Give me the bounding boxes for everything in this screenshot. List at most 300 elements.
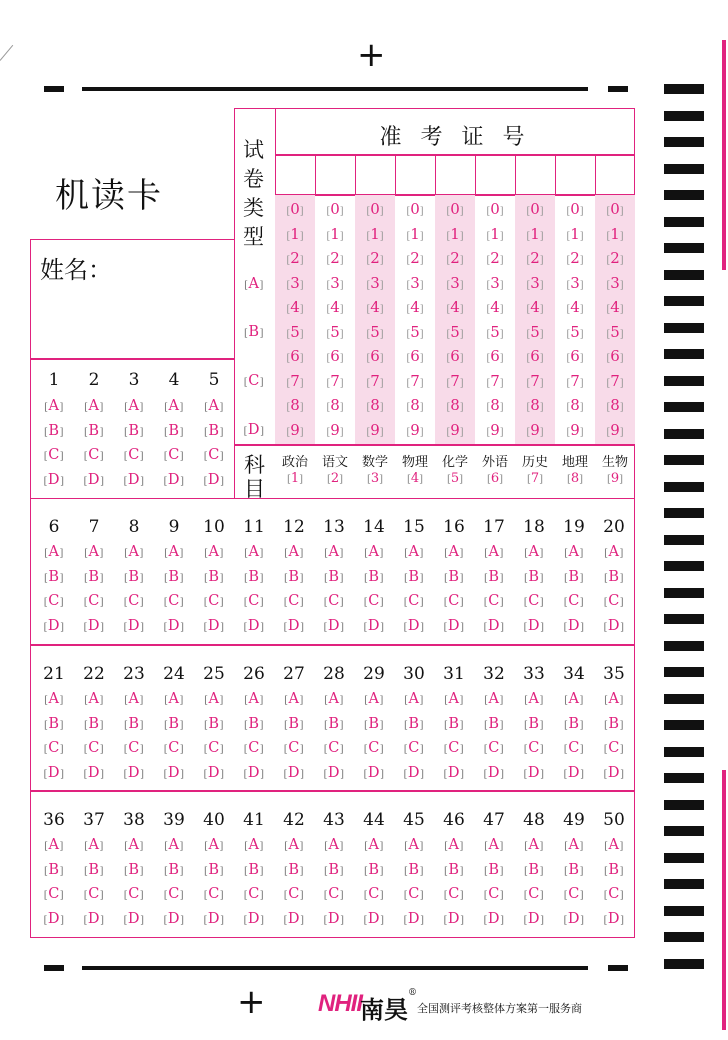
choice-bubble[interactable]	[394, 837, 434, 853]
ticket-digit-bubble[interactable]	[555, 225, 595, 243]
choice-bubble[interactable]	[194, 911, 234, 927]
ticket-digit-bubble[interactable]	[475, 200, 515, 218]
choice-bubble[interactable]	[234, 862, 274, 878]
choice-bubble[interactable]	[514, 544, 554, 560]
choice-bubble[interactable]	[514, 691, 554, 707]
choice-bubble[interactable]	[74, 886, 114, 902]
choice-bubble[interactable]	[114, 447, 154, 463]
choice-bubble[interactable]	[74, 544, 114, 560]
choice-bubble[interactable]	[154, 716, 194, 732]
choice-bubble[interactable]	[434, 911, 474, 927]
choice-bubble[interactable]	[74, 593, 114, 609]
choice-bubble[interactable]	[274, 544, 314, 560]
ticket-digit-bubble[interactable]	[515, 323, 555, 341]
ticket-digit-bubble[interactable]	[315, 347, 355, 365]
subject-code-bubble[interactable]	[275, 471, 315, 486]
ticket-digit-bubble[interactable]	[435, 298, 475, 316]
choice-bubble[interactable]	[194, 398, 234, 414]
choice-bubble[interactable]	[154, 569, 194, 585]
choice-bubble[interactable]	[314, 740, 354, 756]
choice-bubble[interactable]	[354, 691, 394, 707]
choice-bubble[interactable]	[554, 716, 594, 732]
choice-bubble[interactable]	[354, 765, 394, 781]
ticket-digit-bubble[interactable]	[315, 298, 355, 316]
choice-bubble[interactable]	[514, 716, 554, 732]
choice-bubble[interactable]	[314, 544, 354, 560]
ticket-digit-bubble[interactable]	[475, 225, 515, 243]
choice-bubble[interactable]	[514, 911, 554, 927]
choice-bubble[interactable]	[194, 765, 234, 781]
ticket-digit-bubble[interactable]	[555, 372, 595, 390]
choice-bubble[interactable]	[194, 716, 234, 732]
choice-bubble[interactable]	[394, 544, 434, 560]
ticket-digit-bubble[interactable]	[395, 249, 435, 267]
ticket-digit-bubble[interactable]	[515, 274, 555, 292]
ticket-digit-bubble[interactable]	[595, 249, 635, 267]
exam-type-option[interactable]	[234, 276, 274, 292]
ticket-digit-bubble[interactable]	[275, 323, 315, 341]
choice-bubble[interactable]	[114, 472, 154, 488]
choice-bubble[interactable]	[154, 862, 194, 878]
ticket-digit-bubble[interactable]	[435, 421, 475, 439]
ticket-digit-bubble[interactable]	[595, 225, 635, 243]
ticket-digit-bubble[interactable]	[395, 323, 435, 341]
choice-bubble[interactable]	[314, 886, 354, 902]
ticket-digit-bubble[interactable]	[355, 274, 395, 292]
choice-bubble[interactable]	[594, 911, 634, 927]
choice-bubble[interactable]	[34, 765, 74, 781]
ticket-digit-bubble[interactable]	[555, 200, 595, 218]
choice-bubble[interactable]	[34, 398, 74, 414]
ticket-digit-bubble[interactable]	[515, 421, 555, 439]
choice-bubble[interactable]	[74, 911, 114, 927]
subject-code-bubble[interactable]	[515, 471, 555, 486]
choice-bubble[interactable]	[114, 544, 154, 560]
choice-bubble[interactable]	[274, 862, 314, 878]
choice-bubble[interactable]	[354, 862, 394, 878]
choice-bubble[interactable]	[594, 593, 634, 609]
ticket-digit-bubble[interactable]	[395, 225, 435, 243]
ticket-digit-bubble[interactable]	[515, 225, 555, 243]
choice-bubble[interactable]	[474, 837, 514, 853]
choice-bubble[interactable]	[34, 569, 74, 585]
choice-bubble[interactable]	[434, 593, 474, 609]
choice-bubble[interactable]	[234, 911, 274, 927]
ticket-digit-bubble[interactable]	[515, 249, 555, 267]
choice-bubble[interactable]	[314, 862, 354, 878]
choice-bubble[interactable]	[594, 862, 634, 878]
ticket-digit-bubble[interactable]	[555, 396, 595, 414]
choice-bubble[interactable]	[434, 862, 474, 878]
choice-bubble[interactable]	[554, 886, 594, 902]
choice-bubble[interactable]	[314, 765, 354, 781]
choice-bubble[interactable]	[474, 593, 514, 609]
choice-bubble[interactable]	[274, 911, 314, 927]
ticket-digit-bubble[interactable]	[595, 347, 635, 365]
choice-bubble[interactable]	[554, 862, 594, 878]
choice-bubble[interactable]	[434, 569, 474, 585]
choice-bubble[interactable]	[394, 886, 434, 902]
choice-bubble[interactable]	[154, 886, 194, 902]
choice-bubble[interactable]	[114, 398, 154, 414]
choice-bubble[interactable]	[34, 837, 74, 853]
choice-bubble[interactable]	[594, 691, 634, 707]
choice-bubble[interactable]	[514, 862, 554, 878]
choice-bubble[interactable]	[114, 862, 154, 878]
choice-bubble[interactable]	[474, 862, 514, 878]
ticket-digit-bubble[interactable]	[515, 396, 555, 414]
ticket-digit-bubble[interactable]	[395, 347, 435, 365]
choice-bubble[interactable]	[354, 837, 394, 853]
choice-bubble[interactable]	[554, 837, 594, 853]
ticket-digit-bubble[interactable]	[275, 372, 315, 390]
choice-bubble[interactable]	[194, 691, 234, 707]
ticket-digit-bubble[interactable]	[515, 347, 555, 365]
choice-bubble[interactable]	[514, 618, 554, 634]
ticket-digit-bubble[interactable]	[435, 225, 475, 243]
choice-bubble[interactable]	[114, 886, 154, 902]
subject-code-bubble[interactable]	[555, 471, 595, 486]
ticket-digit-bubble[interactable]	[435, 347, 475, 365]
choice-bubble[interactable]	[314, 837, 354, 853]
choice-bubble[interactable]	[274, 593, 314, 609]
choice-bubble[interactable]	[354, 618, 394, 634]
ticket-digit-bubble[interactable]	[555, 347, 595, 365]
choice-bubble[interactable]	[354, 593, 394, 609]
ticket-digit-bubble[interactable]	[395, 200, 435, 218]
choice-bubble[interactable]	[594, 618, 634, 634]
ticket-digit-bubble[interactable]	[475, 421, 515, 439]
choice-bubble[interactable]	[234, 569, 274, 585]
choice-bubble[interactable]	[514, 593, 554, 609]
choice-bubble[interactable]	[394, 862, 434, 878]
choice-bubble[interactable]	[34, 472, 74, 488]
choice-bubble[interactable]	[154, 837, 194, 853]
choice-bubble[interactable]	[434, 837, 474, 853]
choice-bubble[interactable]	[194, 447, 234, 463]
ticket-digit-bubble[interactable]	[275, 298, 315, 316]
choice-bubble[interactable]	[434, 886, 474, 902]
exam-type-option[interactable]	[234, 373, 274, 389]
ticket-digit-bubble[interactable]	[275, 421, 315, 439]
choice-bubble[interactable]	[114, 740, 154, 756]
ticket-digit-bubble[interactable]	[275, 200, 315, 218]
choice-bubble[interactable]	[314, 593, 354, 609]
choice-bubble[interactable]	[474, 765, 514, 781]
ticket-digit-bubble[interactable]	[435, 274, 475, 292]
choice-bubble[interactable]	[394, 911, 434, 927]
ticket-digit-bubble[interactable]	[515, 372, 555, 390]
subject-code-bubble[interactable]	[355, 471, 395, 486]
ticket-digit-bubble[interactable]	[355, 200, 395, 218]
choice-bubble[interactable]	[474, 716, 514, 732]
ticket-digit-bubble[interactable]	[515, 200, 555, 218]
choice-bubble[interactable]	[234, 618, 274, 634]
choice-bubble[interactable]	[154, 691, 194, 707]
choice-bubble[interactable]	[594, 716, 634, 732]
choice-bubble[interactable]	[274, 569, 314, 585]
choice-bubble[interactable]	[34, 618, 74, 634]
choice-bubble[interactable]	[34, 593, 74, 609]
ticket-digit-bubble[interactable]	[395, 298, 435, 316]
ticket-digit-bubble[interactable]	[515, 298, 555, 316]
choice-bubble[interactable]	[154, 447, 194, 463]
choice-bubble[interactable]	[394, 569, 434, 585]
choice-bubble[interactable]	[554, 691, 594, 707]
choice-bubble[interactable]	[194, 862, 234, 878]
choice-bubble[interactable]	[514, 837, 554, 853]
ticket-digit-bubble[interactable]	[355, 347, 395, 365]
choice-bubble[interactable]	[354, 569, 394, 585]
ticket-digit-bubble[interactable]	[315, 249, 355, 267]
choice-bubble[interactable]	[554, 618, 594, 634]
ticket-digit-bubble[interactable]	[475, 323, 515, 341]
choice-bubble[interactable]	[434, 765, 474, 781]
choice-bubble[interactable]	[34, 886, 74, 902]
choice-bubble[interactable]	[314, 691, 354, 707]
choice-bubble[interactable]	[34, 447, 74, 463]
ticket-digit-bubble[interactable]	[595, 298, 635, 316]
choice-bubble[interactable]	[474, 740, 514, 756]
choice-bubble[interactable]	[594, 740, 634, 756]
choice-bubble[interactable]	[234, 544, 274, 560]
choice-bubble[interactable]	[34, 423, 74, 439]
choice-bubble[interactable]	[354, 544, 394, 560]
choice-bubble[interactable]	[154, 740, 194, 756]
ticket-digit-bubble[interactable]	[555, 298, 595, 316]
choice-bubble[interactable]	[274, 837, 314, 853]
choice-bubble[interactable]	[114, 593, 154, 609]
choice-bubble[interactable]	[74, 740, 114, 756]
ticket-digit-bubble[interactable]	[475, 372, 515, 390]
choice-bubble[interactable]	[194, 740, 234, 756]
choice-bubble[interactable]	[154, 544, 194, 560]
ticket-digit-bubble[interactable]	[395, 421, 435, 439]
ticket-digit-bubble[interactable]	[555, 274, 595, 292]
choice-bubble[interactable]	[154, 911, 194, 927]
ticket-digit-bubble[interactable]	[555, 249, 595, 267]
choice-bubble[interactable]	[554, 544, 594, 560]
ticket-digit-bubble[interactable]	[435, 323, 475, 341]
exam-type-option[interactable]	[234, 422, 274, 438]
ticket-digit-bubble[interactable]	[475, 274, 515, 292]
choice-bubble[interactable]	[314, 618, 354, 634]
choice-bubble[interactable]	[234, 837, 274, 853]
choice-bubble[interactable]	[74, 618, 114, 634]
choice-bubble[interactable]	[354, 886, 394, 902]
choice-bubble[interactable]	[154, 398, 194, 414]
choice-bubble[interactable]	[194, 423, 234, 439]
choice-bubble[interactable]	[114, 837, 154, 853]
choice-bubble[interactable]	[194, 886, 234, 902]
ticket-digit-bubble[interactable]	[475, 396, 515, 414]
choice-bubble[interactable]	[274, 740, 314, 756]
ticket-digit-bubble[interactable]	[355, 298, 395, 316]
choice-bubble[interactable]	[594, 886, 634, 902]
choice-bubble[interactable]	[354, 911, 394, 927]
choice-bubble[interactable]	[594, 837, 634, 853]
choice-bubble[interactable]	[114, 911, 154, 927]
choice-bubble[interactable]	[514, 569, 554, 585]
choice-bubble[interactable]	[74, 862, 114, 878]
choice-bubble[interactable]	[234, 716, 274, 732]
choice-bubble[interactable]	[314, 911, 354, 927]
choice-bubble[interactable]	[74, 472, 114, 488]
choice-bubble[interactable]	[34, 544, 74, 560]
choice-bubble[interactable]	[274, 716, 314, 732]
choice-bubble[interactable]	[594, 765, 634, 781]
ticket-digit-bubble[interactable]	[315, 372, 355, 390]
ticket-digit-bubble[interactable]	[355, 421, 395, 439]
choice-bubble[interactable]	[194, 837, 234, 853]
choice-bubble[interactable]	[274, 691, 314, 707]
ticket-digit-bubble[interactable]	[315, 274, 355, 292]
choice-bubble[interactable]	[274, 618, 314, 634]
ticket-digit-bubble[interactable]	[355, 372, 395, 390]
choice-bubble[interactable]	[594, 544, 634, 560]
ticket-digit-bubble[interactable]	[435, 200, 475, 218]
choice-bubble[interactable]	[474, 544, 514, 560]
choice-bubble[interactable]	[234, 691, 274, 707]
ticket-digit-bubble[interactable]	[355, 225, 395, 243]
subject-code-bubble[interactable]	[435, 471, 475, 486]
choice-bubble[interactable]	[274, 765, 314, 781]
choice-bubble[interactable]	[514, 765, 554, 781]
ticket-digit-bubble[interactable]	[555, 421, 595, 439]
ticket-digit-bubble[interactable]	[275, 249, 315, 267]
choice-bubble[interactable]	[114, 691, 154, 707]
ticket-digit-bubble[interactable]	[395, 372, 435, 390]
choice-bubble[interactable]	[114, 618, 154, 634]
choice-bubble[interactable]	[474, 691, 514, 707]
choice-bubble[interactable]	[474, 911, 514, 927]
ticket-digit-bubble[interactable]	[275, 347, 315, 365]
choice-bubble[interactable]	[234, 740, 274, 756]
ticket-digit-bubble[interactable]	[435, 396, 475, 414]
choice-bubble[interactable]	[434, 618, 474, 634]
choice-bubble[interactable]	[274, 886, 314, 902]
choice-bubble[interactable]	[34, 740, 74, 756]
choice-bubble[interactable]	[434, 716, 474, 732]
subject-code-bubble[interactable]	[595, 471, 635, 486]
choice-bubble[interactable]	[394, 593, 434, 609]
choice-bubble[interactable]	[154, 593, 194, 609]
ticket-digit-bubble[interactable]	[475, 347, 515, 365]
exam-type-option[interactable]	[234, 324, 274, 340]
choice-bubble[interactable]	[74, 447, 114, 463]
choice-bubble[interactable]	[154, 618, 194, 634]
ticket-digit-bubble[interactable]	[595, 323, 635, 341]
choice-bubble[interactable]	[74, 837, 114, 853]
choice-bubble[interactable]	[554, 740, 594, 756]
choice-bubble[interactable]	[474, 569, 514, 585]
choice-bubble[interactable]	[554, 911, 594, 927]
choice-bubble[interactable]	[114, 716, 154, 732]
choice-bubble[interactable]	[154, 472, 194, 488]
ticket-digit-bubble[interactable]	[355, 249, 395, 267]
ticket-digit-bubble[interactable]	[595, 274, 635, 292]
choice-bubble[interactable]	[474, 618, 514, 634]
choice-bubble[interactable]	[234, 765, 274, 781]
choice-bubble[interactable]	[74, 691, 114, 707]
choice-bubble[interactable]	[234, 593, 274, 609]
choice-bubble[interactable]	[194, 593, 234, 609]
ticket-digit-bubble[interactable]	[355, 323, 395, 341]
ticket-digit-bubble[interactable]	[475, 249, 515, 267]
subject-code-bubble[interactable]	[475, 471, 515, 486]
subject-code-bubble[interactable]	[315, 471, 355, 486]
ticket-digit-bubble[interactable]	[315, 396, 355, 414]
choice-bubble[interactable]	[514, 740, 554, 756]
choice-bubble[interactable]	[194, 569, 234, 585]
choice-bubble[interactable]	[114, 569, 154, 585]
ticket-digit-bubble[interactable]	[275, 396, 315, 414]
choice-bubble[interactable]	[314, 569, 354, 585]
ticket-digit-bubble[interactable]	[475, 298, 515, 316]
choice-bubble[interactable]	[314, 716, 354, 732]
choice-bubble[interactable]	[394, 691, 434, 707]
subject-code-bubble[interactable]	[395, 471, 435, 486]
choice-bubble[interactable]	[434, 740, 474, 756]
ticket-digit-bubble[interactable]	[435, 372, 475, 390]
ticket-digit-bubble[interactable]	[595, 200, 635, 218]
choice-bubble[interactable]	[34, 862, 74, 878]
choice-bubble[interactable]	[154, 423, 194, 439]
choice-bubble[interactable]	[194, 544, 234, 560]
choice-bubble[interactable]	[114, 423, 154, 439]
ticket-digit-bubble[interactable]	[595, 372, 635, 390]
choice-bubble[interactable]	[594, 569, 634, 585]
choice-bubble[interactable]	[74, 423, 114, 439]
ticket-digit-bubble[interactable]	[595, 421, 635, 439]
choice-bubble[interactable]	[154, 765, 194, 781]
choice-bubble[interactable]	[74, 765, 114, 781]
choice-bubble[interactable]	[194, 618, 234, 634]
choice-bubble[interactable]	[114, 765, 154, 781]
choice-bubble[interactable]	[434, 691, 474, 707]
ticket-digit-bubble[interactable]	[595, 396, 635, 414]
ticket-digit-bubble[interactable]	[315, 421, 355, 439]
ticket-digit-bubble[interactable]	[315, 225, 355, 243]
choice-bubble[interactable]	[194, 472, 234, 488]
choice-bubble[interactable]	[34, 716, 74, 732]
ticket-digit-bubble[interactable]	[435, 249, 475, 267]
choice-bubble[interactable]	[394, 716, 434, 732]
ticket-digit-bubble[interactable]	[275, 225, 315, 243]
choice-bubble[interactable]	[354, 740, 394, 756]
choice-bubble[interactable]	[74, 716, 114, 732]
choice-bubble[interactable]	[234, 886, 274, 902]
ticket-digit-bubble[interactable]	[395, 274, 435, 292]
choice-bubble[interactable]	[514, 886, 554, 902]
choice-bubble[interactable]	[34, 691, 74, 707]
ticket-digit-bubble[interactable]	[315, 323, 355, 341]
choice-bubble[interactable]	[74, 398, 114, 414]
ticket-digit-bubble[interactable]	[275, 274, 315, 292]
ticket-digit-bubble[interactable]	[555, 323, 595, 341]
choice-bubble[interactable]	[394, 765, 434, 781]
choice-bubble[interactable]	[354, 716, 394, 732]
choice-bubble[interactable]	[74, 569, 114, 585]
ticket-digit-bubble[interactable]	[315, 200, 355, 218]
ticket-digit-bubble[interactable]	[395, 396, 435, 414]
choice-bubble[interactable]	[394, 740, 434, 756]
choice-bubble[interactable]	[34, 911, 74, 927]
choice-bubble[interactable]	[474, 886, 514, 902]
choice-bubble[interactable]	[554, 569, 594, 585]
choice-bubble[interactable]	[394, 618, 434, 634]
ticket-digit-bubble[interactable]	[355, 396, 395, 414]
